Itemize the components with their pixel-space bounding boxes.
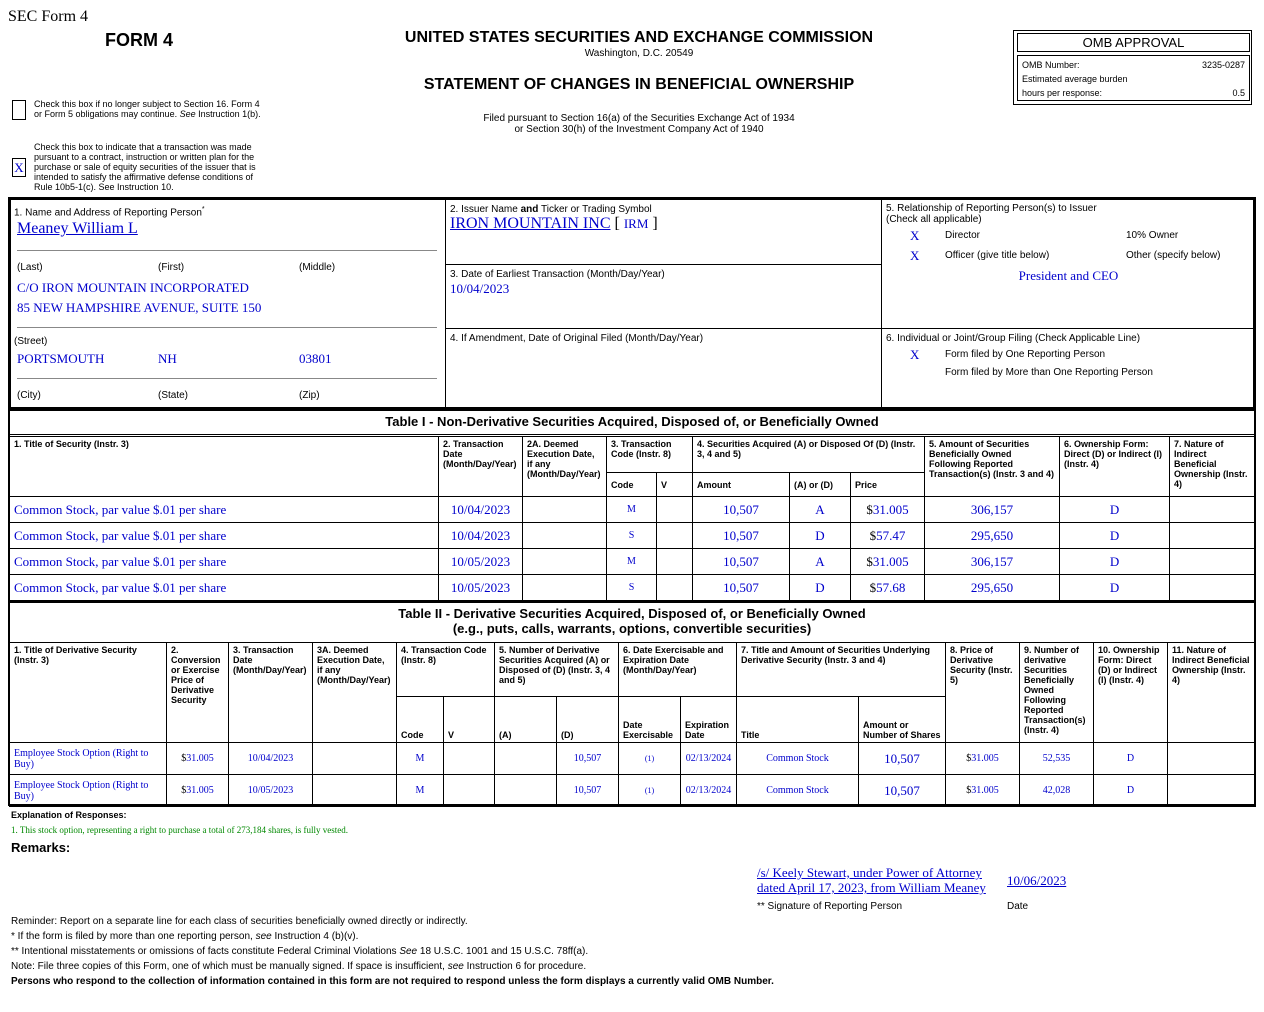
t2-deemed-cell [313, 775, 397, 807]
t2-h-shares-sub: Amount or Number of Shares [859, 697, 946, 743]
reporting-person-label: 1. Name and Address of Reporting Person* [14, 206, 205, 219]
table-row [10, 743, 1256, 775]
t1-amount-cell: 10,507 [693, 497, 790, 523]
issuer-name-line: IRON MOUNTAIN INC [ IRM ] [450, 215, 658, 232]
t2-h-underlying: 7. Title and Amount of Securities Underlying Derivative Security (Instr. 3 and 4) [737, 643, 946, 697]
t2-owned-cell: 42,028 [1020, 775, 1094, 807]
t2-v-cell [444, 743, 495, 775]
note-double-star: ** Intentional misstatements or omissions of facts constitute Federal Criminal Violations See 18 U.S.C. 1001 and 15 U.S.C. 78ff(a). [11, 946, 589, 957]
last-label: (Last) [17, 262, 43, 273]
t1-v-cell [657, 523, 693, 549]
t1-h-title: 1. Title of Security (Instr. 3) [10, 437, 439, 497]
t1-nature-cell [1170, 575, 1256, 601]
t2-h-code: 4. Transaction Code (Instr. 8) [397, 643, 495, 697]
t1-code-cell: S [607, 523, 657, 549]
note-star: * If the form is filed by more than one reporting person, see Instruction 4 (b)(v). [11, 931, 359, 942]
t1-h-securities: 4. Securities Acquired (A) or Disposed Of (D) (Instr. 3, 4 and 5) [693, 437, 925, 473]
checkbox1-text-line1: Check this box if no longer subject to Section 16. Form 4 [34, 99, 260, 109]
t2-ushares-cell: 10,507 [859, 775, 946, 807]
t2-nature-cell [1168, 775, 1256, 807]
table-row [10, 575, 1256, 601]
reporting-person-name[interactable]: Meaney William L [17, 220, 138, 237]
table2-title-line2: (e.g., puts, calls, warrants, options, convertible securities) [452, 621, 812, 636]
city-value: PORTSMOUTH [17, 351, 105, 366]
agency-location: Washington, D.C. 20549 [584, 48, 694, 59]
statement-title: STATEMENT OF CHANGES IN BENEFICIAL OWNERSHIP [423, 76, 855, 93]
t1-price-cell: $31.005 [851, 549, 925, 575]
signature-date: 10/06/2023 [1007, 873, 1067, 888]
t1-h-code: 3. Transaction Code (Instr. 8) [607, 437, 693, 473]
t2-a-cell [495, 775, 557, 807]
middle-label: (Middle) [299, 262, 336, 273]
t2-h-deemed: 3A. Deemed Execution Date, if any (Month/Day/Year) [313, 643, 397, 743]
issuer-ticker: IRM [623, 216, 649, 231]
ten-percent-owner-label: 10% Owner [1126, 230, 1179, 241]
t1-v-cell [657, 549, 693, 575]
t1-h-ad-sub: (A) or (D) [790, 473, 851, 497]
filing-box [881, 328, 1254, 408]
t2-form-cell: D [1094, 743, 1168, 775]
t1-date-cell: 10/04/2023 [439, 497, 523, 523]
filed-line-2: or Section 30(h) of the Investment Company Act of 1940 [514, 124, 764, 135]
rule-10b5-checkbox[interactable]: X [12, 158, 26, 177]
sec-form-label: SEC Form 4 [8, 8, 89, 25]
t1-deemed-cell [523, 497, 607, 523]
director-mark[interactable]: X [910, 228, 920, 243]
t2-ushares-cell: 10,507 [859, 743, 946, 775]
t1-ad-cell: A [790, 497, 851, 523]
t2-h-nature: 11. Nature of Indirect Beneficial Ownership (Instr. 4) [1168, 643, 1256, 743]
omb-hours-label: hours per response: [1022, 88, 1103, 98]
omb-burden-label: Estimated average burden [1022, 74, 1128, 84]
t1-owned-cell: 306,157 [925, 497, 1060, 523]
earliest-date-label: 3. Date of Earliest Transaction (Month/Day/Year) [450, 269, 665, 280]
t2-h-expiration-sub: Expiration Date [681, 697, 737, 743]
omb-hours: 0.5 [1232, 88, 1245, 98]
signature-label: ** Signature of Reporting Person [757, 901, 903, 912]
t2-d-cell: 10,507 [557, 743, 619, 775]
t1-title-cell: Common Stock, par value $.01 per share [10, 497, 439, 523]
issuer-box [445, 199, 882, 265]
t1-amount-cell: 10,507 [693, 549, 790, 575]
one-person-mark[interactable]: X [910, 347, 920, 362]
omb-number: 3235-0287 [1201, 60, 1245, 70]
t1-h-owned: 5. Amount of Securities Beneficially Owned Following Reported Transaction(s) (Instr. 3 and 4) [925, 437, 1060, 497]
t2-owned-cell: 52,535 [1020, 743, 1094, 775]
no-longer-subject-text: Check this box if no longer subject to Section 16. Form 4 or Form 5 obligations may continue. See Instruction 1(b). [34, 99, 261, 119]
t2-date-cell: 10/05/2023 [229, 775, 313, 807]
note-copies: Note: File three copies of this Form, one of which must be manually signed. If space is insufficient, see Instruction 6 for procedure. [11, 961, 587, 972]
table2-title [10, 606, 1254, 636]
table2 [9, 642, 1256, 807]
t1-owned-cell: 306,157 [925, 549, 1060, 575]
persons-notice: Persons who respond to the collection of information contained in this form are not required to respond unless the form displays a currently valid OMB Number. [11, 976, 774, 987]
street-label: (Street) [14, 336, 48, 347]
t1-ad-cell: D [790, 575, 851, 601]
remarks-label: Remarks: [11, 840, 71, 855]
date-label: Date [1007, 901, 1029, 912]
t2-h-price: 8. Price of Derivative Security (Instr. 5) [946, 643, 1020, 743]
table-row [10, 549, 1256, 575]
issuer-name[interactable]: IRON MOUNTAIN INC [450, 215, 611, 232]
t2-form-cell: D [1094, 775, 1168, 807]
street-line-2: 85 NEW HAMPSHIRE AVENUE, SUITE 150 [17, 300, 262, 315]
t2-nature-cell [1168, 743, 1256, 775]
t1-h-deemed: 2A. Deemed Execution Date, if any (Month/Day/Year) [523, 437, 607, 497]
first-label: (First) [158, 262, 185, 273]
t2-h-title: 1. Title of Derivative Security (Instr. 3) [10, 643, 167, 743]
relationship-label: 5. Relationship of Reporting Person(s) to Issuer (Check all applicable) [886, 203, 1097, 225]
omb-number-label: OMB Number: [1022, 60, 1080, 70]
t1-v-cell [657, 575, 693, 601]
omb-title: OMB APPROVAL [1017, 33, 1250, 52]
t2-h-d-sub: (D) [557, 697, 619, 743]
street-line-1: C/O IRON MOUNTAIN INCORPORATED [17, 280, 249, 295]
t1-nature-cell [1170, 549, 1256, 575]
t1-price-cell: $57.68 [851, 575, 925, 601]
t2-h-v-sub: V [444, 697, 495, 743]
t1-title-cell: Common Stock, par value $.01 per share [10, 575, 439, 601]
t1-h-code-sub: Code [607, 473, 657, 497]
t1-date-cell: 10/05/2023 [439, 549, 523, 575]
reporting-person-box [10, 199, 446, 408]
t2-conv-cell: $31.005 [167, 775, 229, 807]
t2-v-cell [444, 775, 495, 807]
t2-exercisable-cell[interactable]: (1) [619, 775, 681, 807]
t2-expiration-cell: 02/13/2024 [681, 775, 737, 807]
earliest-date-value: 10/04/2023 [450, 281, 510, 296]
t1-nature-cell [1170, 523, 1256, 549]
t1-h-v-sub: V [657, 473, 693, 497]
t2-exercisable-cell[interactable]: (1) [619, 743, 681, 775]
t2-h-code-sub: Code [397, 697, 444, 743]
t2-h-number: 5. Number of Derivative Securities Acquired (A) or Disposed of (D) (Instr. 3, 4 and 5) [495, 643, 619, 697]
t2-h-owned: 9. Number of derivative Securities Beneficially Owned Following Reported Transaction(s) (Instr. 4) [1020, 643, 1094, 743]
table-row [10, 497, 1256, 523]
t1-amount-cell: 10,507 [693, 575, 790, 601]
reminder-text: Reminder: Report on a separate line for each class of securities beneficially owned directly or indirectly. [11, 916, 468, 927]
one-person-label: Form filed by One Reporting Person [945, 349, 1106, 360]
t2-h-exercisable: 6. Date Exercisable and Expiration Date (Month/Day/Year) [619, 643, 737, 697]
officer-title: President and CEO [1018, 268, 1119, 283]
t1-date-cell: 10/04/2023 [439, 523, 523, 549]
t2-code-cell: M [397, 743, 444, 775]
t1-amount-cell: 10,507 [693, 523, 790, 549]
t2-h-form: 10. Ownership Form: Direct (D) or Indirect (I) (Instr. 4) [1094, 643, 1168, 743]
t1-h-date: 2. Transaction Date (Month/Day/Year) [439, 437, 523, 497]
filing-label: 6. Individual or Joint/Group Filing (Check Applicable Line) [886, 333, 1141, 344]
state-value: NH [158, 351, 177, 366]
t1-deemed-cell [523, 549, 607, 575]
t1-h-nature: 7. Nature of Indirect Beneficial Ownership (Instr. 4) [1170, 437, 1256, 497]
t2-h-a-sub: (A) [495, 697, 557, 743]
t2-price-cell: $31.005 [946, 775, 1020, 807]
t1-owned-cell: 295,650 [925, 575, 1060, 601]
t1-h-price-sub: Price [851, 473, 925, 497]
omb-details [1017, 55, 1250, 101]
table-row [10, 775, 1256, 807]
t1-form-cell: D [1060, 549, 1170, 575]
t2-expiration-cell: 02/13/2024 [681, 743, 737, 775]
t2-utitle-cell: Common Stock [737, 775, 859, 807]
t1-ad-cell: D [790, 523, 851, 549]
t2-date-cell: 10/04/2023 [229, 743, 313, 775]
director-label: Director [945, 230, 981, 241]
t1-v-cell [657, 497, 693, 523]
t1-price-cell: $57.47 [851, 523, 925, 549]
t1-deemed-cell [523, 523, 607, 549]
zip-value: 03801 [299, 351, 332, 366]
amendment-box [445, 328, 882, 408]
no-longer-subject-checkbox[interactable] [12, 100, 26, 120]
t1-code-cell: M [607, 497, 657, 523]
t1-date-cell: 10/05/2023 [439, 575, 523, 601]
more-persons-label: Form filed by More than One Reporting Person [945, 367, 1153, 378]
t1-form-cell: D [1060, 497, 1170, 523]
table2-title-line1: Table II - Derivative Securities Acquired, Disposed of, or Beneficially Owned [398, 606, 866, 621]
agency-name: UNITED STATES SECURITIES AND EXCHANGE COMMISSION [404, 29, 874, 46]
footnote-1: 1. This stock option, representing a right to purchase a total of 273,184 shares, is fully vested. [11, 825, 349, 835]
t2-title-cell: Employee Stock Option (Right to Buy) [10, 775, 167, 807]
divider [17, 250, 437, 251]
filed-line-1: Filed pursuant to Section 16(a) of the Securities Exchange Act of 1934 [483, 113, 795, 124]
t2-h-exercisable-sub: Date Exercisable [619, 697, 681, 743]
divider [17, 378, 437, 379]
divider [17, 327, 437, 328]
rule-10b5-text: Check this box to indicate that a transaction was made pursuant to a contract, instruction or written plan for the purchase or sale of equity securities of the issuer that is intended to satisfy the affirmative defense conditions of Rule 10b5-1(c). See Instruction 10. [34, 142, 256, 192]
relationship-box [881, 199, 1254, 329]
t1-owned-cell: 295,650 [925, 523, 1060, 549]
t1-title-cell: Common Stock, par value $.01 per share [10, 523, 439, 549]
table1-title: Table I - Non-Derivative Securities Acquired, Disposed of, or Beneficially Owned [385, 414, 879, 429]
amendment-label: 4. If Amendment, Date of Original Filed (Month/Day/Year) [450, 333, 704, 344]
other-label: Other (specify below) [1126, 250, 1221, 261]
t2-h-date: 3. Transaction Date (Month/Day/Year) [229, 643, 313, 743]
t2-a-cell [495, 743, 557, 775]
t2-h-conversion: 2. Conversion or Exercise Price of Derivative Security [167, 643, 229, 743]
city-label: (City) [17, 390, 41, 401]
explanation-label: Explanation of Responses: [11, 810, 127, 820]
t1-nature-cell [1170, 497, 1256, 523]
t1-price-cell: $31.005 [851, 497, 925, 523]
filed-pursuant [380, 113, 898, 135]
t2-price-cell: $31.005 [946, 743, 1020, 775]
officer-mark[interactable]: X [910, 248, 920, 263]
t2-title-cell: Employee Stock Option (Right to Buy) [10, 743, 167, 775]
t1-code-cell: S [607, 575, 657, 601]
omb-approval-box [1013, 30, 1252, 105]
earliest-date-box [445, 264, 882, 329]
t1-ad-cell: A [790, 549, 851, 575]
divider [10, 434, 1254, 435]
zip-label: (Zip) [299, 390, 320, 401]
officer-label: Officer (give title below) [945, 250, 1050, 261]
t1-title-cell: Common Stock, par value $.01 per share [10, 549, 439, 575]
t1-h-amount-sub: Amount [693, 473, 790, 497]
form-title: FORM 4 [105, 30, 174, 50]
t2-h-utitle-sub: Title [737, 697, 859, 743]
table1 [9, 436, 1256, 601]
t1-form-cell: D [1060, 575, 1170, 601]
t2-code-cell: M [397, 775, 444, 807]
t1-form-cell: D [1060, 523, 1170, 549]
t2-d-cell: 10,507 [557, 775, 619, 807]
t1-deemed-cell [523, 575, 607, 601]
table-row [10, 523, 1256, 549]
t1-h-form: 6. Ownership Form: Direct (D) or Indirect (I) (Instr. 4) [1060, 437, 1170, 497]
t2-utitle-cell: Common Stock [737, 743, 859, 775]
state-label: (State) [158, 390, 189, 401]
t2-conv-cell: $31.005 [167, 743, 229, 775]
t2-deemed-cell [313, 743, 397, 775]
signature[interactable]: /s/ Keely Stewart, under Power of Attorney dated April 17, 2023, from William Meaney [757, 865, 986, 895]
issuer-label: 2. Issuer Name and Ticker or Trading Symbol [450, 204, 652, 215]
t1-code-cell: M [607, 549, 657, 575]
